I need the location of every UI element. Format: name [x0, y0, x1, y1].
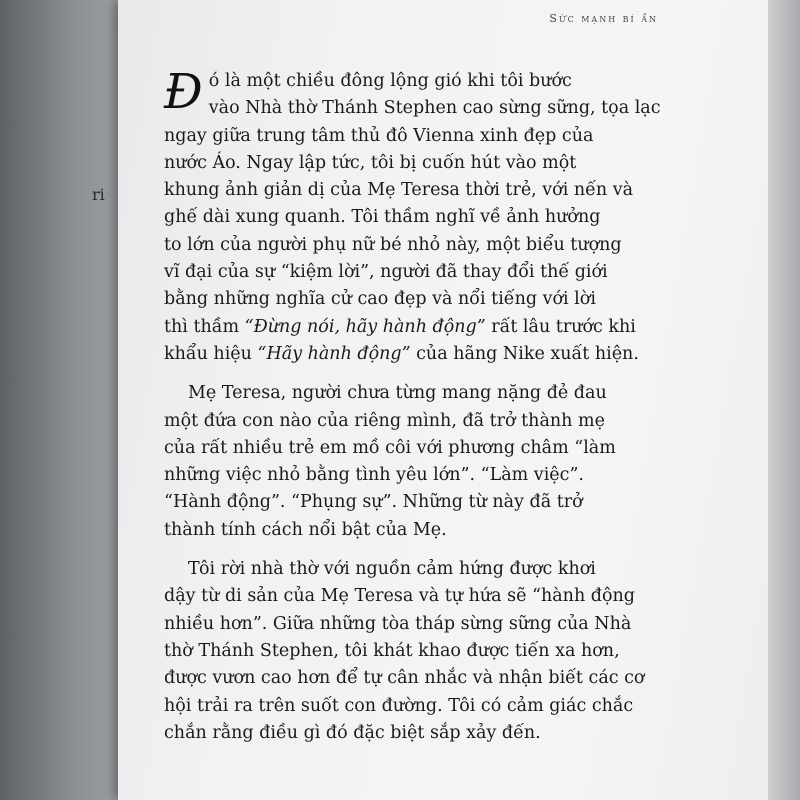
- text-line: những việc nhỏ bằng tình yêu lớn”. “Làm việc”.: [164, 465, 584, 486]
- text-line: “Hành động”. “Phụng sự”. Những từ này đã trở: [164, 492, 583, 513]
- text-line: nước Áo. Ngay lập tức, tôi bị cuốn hút vào một: [164, 152, 577, 173]
- drop-cap: Đ: [164, 64, 203, 120]
- paragraph-2: [164, 380, 634, 544]
- text-line: hội trải ra trên suốt con đường. Tôi có cảm giác chắc: [164, 695, 634, 716]
- text-run: của hãng Nike xuất hiện.: [410, 343, 639, 364]
- text-line: nhiều hơn”. Giữa những tòa tháp sừng sững của Nhà: [164, 613, 632, 634]
- text-line: vào Nhà thờ Thánh Stephen cao sừng sững, tọa lạc: [208, 98, 661, 119]
- text-line: vĩ đại của sự “kiệm lời”, người đã thay đổi thế giới: [164, 262, 608, 283]
- body-text: [164, 64, 661, 747]
- text-line: khung ảnh giản dị của Mẹ Teresa thời trẻ, với nến và: [164, 180, 634, 201]
- text-line: Mẹ Teresa, người chưa từng mang nặng đẻ đau: [188, 383, 607, 404]
- text-line: Tôi rời nhà thờ với nguồn cảm hứng được khơi: [188, 559, 596, 580]
- text-line: được vươn cao hơn để tự cân nhắc và nhận biết các cơ: [164, 668, 645, 689]
- text-line: một đứa con nào của riêng mình, đã trở thành mẹ: [164, 410, 605, 431]
- italic-quote: “Đừng nói, hãy hành động”: [244, 316, 486, 337]
- text-line: [164, 341, 639, 368]
- background-left-page: [0, 0, 118, 800]
- text-line: ngay giữa trung tâm thủ đô Vienna xinh đẹp của: [164, 125, 594, 146]
- text-line: thờ Thánh Stephen, tôi khát khao được tiến xa hơn,: [164, 640, 620, 661]
- paragraph-3: [164, 556, 645, 747]
- text-run: rất lâu trước khi: [485, 316, 636, 337]
- running-header: Sức mạnh bí ẩn: [549, 12, 658, 25]
- text-line: [164, 314, 634, 341]
- text-line: thành tính cách nổi bật của Mẹ.: [164, 519, 447, 540]
- text-run: thì thầm: [164, 316, 245, 337]
- text-line: chắn rằng điều gì đó đặc biệt sắp xảy đến.: [164, 722, 541, 743]
- background-right-edge: [768, 0, 800, 800]
- italic-quote: “Hãy hành động”: [257, 343, 411, 364]
- book-page: [118, 0, 768, 800]
- text-line: dậy từ di sản của Mẹ Teresa và tự hứa sẽ “hành động: [164, 586, 635, 607]
- paragraph-1: [164, 64, 661, 368]
- text-line: bằng những nghĩa cử cao đẹp và nổi tiếng với lời: [164, 289, 596, 310]
- text-line: của rất nhiều trẻ em mồ côi với phương châm “làm: [164, 437, 616, 458]
- text-line: to lớn của người phụ nữ bé nhỏ này, một biểu tượng: [164, 234, 622, 255]
- text-line: ó là một chiều đông lộng gió khi tôi bước: [208, 71, 572, 91]
- text-run: khẩu hiệu: [164, 343, 258, 364]
- text-line: ghế dài xung quanh. Tôi thầm nghĩ về ảnh hưởng: [164, 207, 601, 228]
- left-page-text-fragment: ri: [92, 185, 105, 204]
